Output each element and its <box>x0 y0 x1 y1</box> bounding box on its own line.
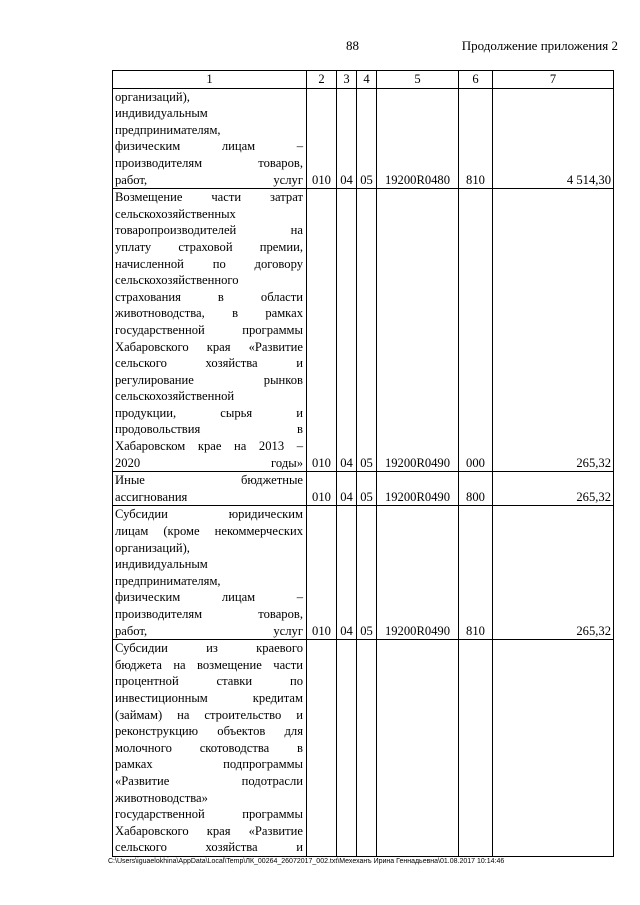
row-description: Иные бюджетные ассигнования <box>113 472 307 506</box>
ministry-code: 010 <box>307 506 337 640</box>
column-header: 1 <box>113 71 307 89</box>
column-header: 3 <box>337 71 357 89</box>
expense-type-code: 810 <box>459 88 493 189</box>
section-code: 04 <box>337 472 357 506</box>
ministry-code: 010 <box>307 472 337 506</box>
ministry-code <box>307 640 337 857</box>
subsection-code: 05 <box>357 472 377 506</box>
column-header: 6 <box>459 71 493 89</box>
section-code: 04 <box>337 88 357 189</box>
expense-type-code: 800 <box>459 472 493 506</box>
table-header-row <box>113 71 614 89</box>
subsection-code: 05 <box>357 506 377 640</box>
amount-value: 4 514,30 <box>493 88 614 189</box>
row-description: Возмещение части затрат сельскохозяйственных товаропроизводителей на уплату страховой премии, начисленной по договору сельскохозяйственного страхования в области животноводства, в рамках государственной программы Хабаровского края «Развитие сельского хозяйства и регулирование рынков сельскохозяйственной продукции, сырья и продовольствия в Хабаровском крае на 2013 – 2020 годы» <box>113 189 307 472</box>
section-code <box>337 640 357 857</box>
target-article-code: 19200R0480 <box>377 88 459 189</box>
table-row <box>113 506 614 640</box>
row-description: организаций), индивидуальным предпринимателям, физическим лицам – производителям товаров, работ, услуг <box>113 88 307 189</box>
column-header: 4 <box>357 71 377 89</box>
subsection-code: 05 <box>357 189 377 472</box>
amount-value: 265,32 <box>493 189 614 472</box>
amount-value: 265,32 <box>493 506 614 640</box>
subsection-code: 05 <box>357 88 377 189</box>
target-article-code: 19200R0490 <box>377 189 459 472</box>
target-article-code <box>377 640 459 857</box>
table-row <box>113 189 614 472</box>
table-row <box>113 640 614 857</box>
expense-type-code <box>459 640 493 857</box>
target-article-code: 19200R0490 <box>377 472 459 506</box>
column-header: 2 <box>307 71 337 89</box>
amount-value <box>493 640 614 857</box>
section-code: 04 <box>337 506 357 640</box>
amount-value: 265,32 <box>493 472 614 506</box>
ministry-code: 010 <box>307 189 337 472</box>
ministry-code: 010 <box>307 88 337 189</box>
row-description: Субсидии юридическим лицам (кроме некоммерческих организаций), индивидуальным предпринимателям, физическим лицам – производителям товаров, работ, услуг <box>113 506 307 640</box>
section-code: 04 <box>337 189 357 472</box>
table-row <box>113 472 614 506</box>
expense-type-code: 000 <box>459 189 493 472</box>
column-header: 5 <box>377 71 459 89</box>
page-number: 88 <box>346 38 359 53</box>
column-header: 7 <box>493 71 614 89</box>
continuation-label: Продолжение приложения 2 <box>461 38 618 53</box>
table-row <box>113 88 614 189</box>
subsection-code <box>357 640 377 857</box>
file-path-footer: C:\Users\iguaelokhina\AppData\Local\Temp\ЛК_00264_26072017_002.txt\Мехеханъ Ирина Геннадьевна\01.08.2017 10:14:46 <box>108 858 505 865</box>
target-article-code: 19200R0490 <box>377 506 459 640</box>
row-description: Субсидии из краевого бюджета на возмещение части процентной ставки по инвестиционным кредитам (займам) на строительство и реконструкцию объектов для молочного скотоводства в рамках подпрограммы «Развитие подотрасли животноводства» государственной программы Хабаровского края «Развитие сельского хозяйства и <box>113 640 307 857</box>
expense-type-code: 810 <box>459 506 493 640</box>
budget-table <box>112 70 614 857</box>
